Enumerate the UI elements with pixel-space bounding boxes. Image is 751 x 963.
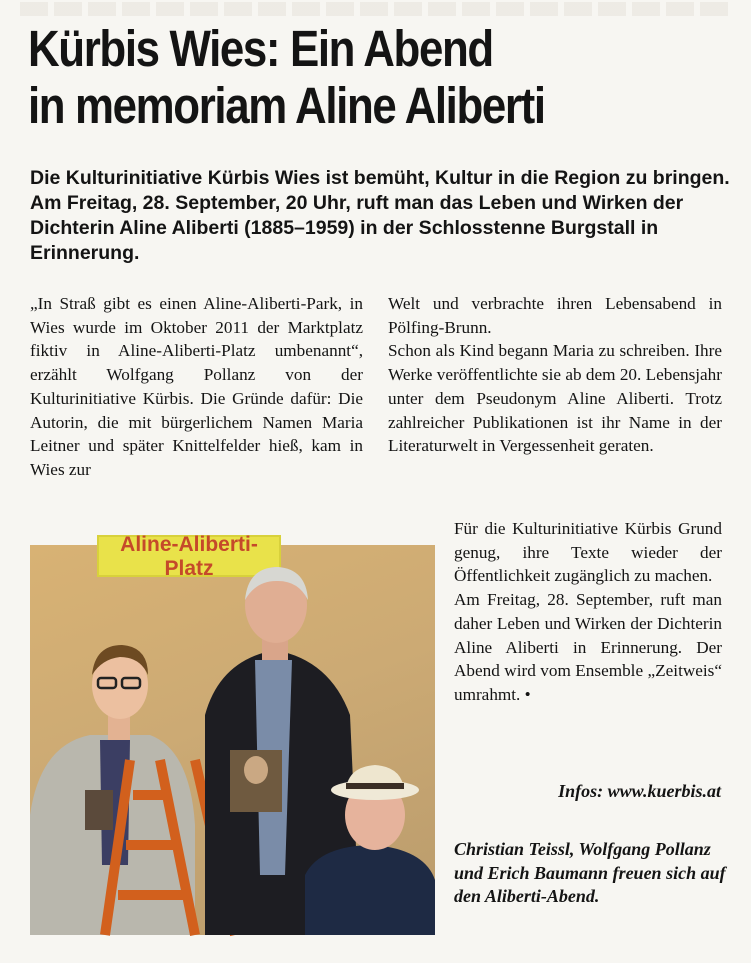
body-column-3 (454, 517, 722, 707)
body-column-2 (388, 292, 722, 458)
headline (28, 20, 634, 134)
body-column-1: „In Straß gibt es einen Aline-Aliberti-Park, in Wies wurde im Oktober 2011 der Marktplatz fiktiv in Aline-Aliberti-Platz umbenannt“, erzählt Wolfgang Pollanz von der Kulturinitiative Kürbis. Die Gründe dafür: Die Autorin, die mit bürgerlichem Namen Maria Leitner und später Knittelfelder hieß, kam in Wies zur (30, 294, 363, 479)
photo-illustration (30, 545, 435, 935)
infos-link[interactable]: Infos: www.kuerbis.at (558, 781, 721, 801)
headline-line-2: in memoriam Aline Aliberti (28, 77, 545, 134)
bleed-through-text (20, 2, 730, 16)
headline-line-1: Kürbis Wies: Ein Abend (28, 20, 493, 77)
body-paragraph: Welt und verbrachte ihren Lebensabend in Pölfing-Brunn. (388, 294, 722, 337)
body-paragraph: Am Freitag, 28. September, ruft man daher Leben und Wirken der Dichterin Aline Aliberti in Erinnerung. Der Abend wird vom Ensemble „Zeitweis“ umrahmt. • (454, 590, 722, 704)
lead-paragraph: Die Kulturinitiative Kürbis Wies ist bemüht, Kultur in die Region zu bringen. Am Freitag, 28. September, 20 Uhr, ruft man das Leben und Wirken der Dichterin Aline Aliberti (1885–1959) in der Schlosstenne Burgstall in Erinnerung. (30, 167, 730, 264)
body-paragraph: Für die Kulturinitiative Kürbis Grund genug, ihre Texte wieder der Öffentlichkeit zugänglich zu machen. (454, 519, 722, 586)
street-sign-text: Aline-Aliberti-Platz (120, 533, 258, 580)
article-photo (30, 533, 435, 935)
body-paragraph: Schon als Kind begann Maria zu schreiben. Ihre Werke veröffentlichte sie ab dem 20. Lebensjahr unter dem Pseudonym Aline Aliberti. Trotz zahlreicher Publikationen ist ihr Name in der Literaturwelt in Vergessenheit geraten. (388, 341, 722, 456)
photo-caption: Christian Teissl, Wolfgang Pollanz und Erich Baumann freuen sich auf den Aliberti-Abend. (454, 839, 726, 906)
